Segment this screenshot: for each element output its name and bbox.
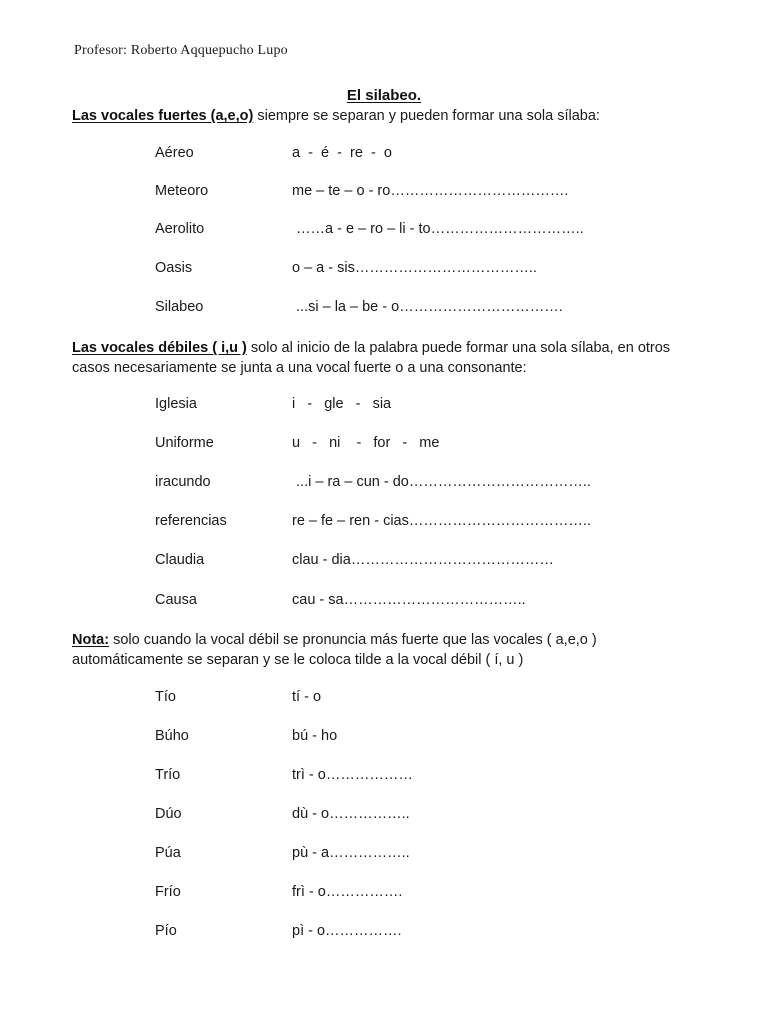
strong-vowels-text: siempre se separan y pueden formar una sola sílaba: <box>253 108 600 124</box>
list-item <box>0 260 768 280</box>
list-item <box>0 299 768 319</box>
word: Causa <box>155 592 197 608</box>
strong-vowels-paragraph <box>72 106 702 126</box>
word: Aerolito <box>155 221 205 237</box>
strong-vowels-heading: Las vocales fuertes (a,e,o) <box>72 108 254 124</box>
word: Iglesia <box>155 396 197 412</box>
list-item <box>0 145 768 165</box>
note-text: solo cuando la vocal débil se pronuncia más fuerte que las vocales ( a,e,o ) automáticamente se separan y se le coloca tilde a la vocal débil ( í, u ) <box>72 632 597 668</box>
syllables: u - ni - for - me <box>292 435 440 451</box>
page-title: El silabeo. <box>346 87 422 104</box>
syllables: ……a - e – ro – li - to………………………….. <box>292 221 584 237</box>
list-item <box>0 474 768 494</box>
weak-vowels-text: solo al inicio de la palabra puede formar una sola sílaba, en otros casos necesariamente se junta a una vocal fuerte o a una consonante: <box>72 340 671 376</box>
list-item <box>0 221 768 241</box>
list-item <box>0 552 768 572</box>
weak-vowels-heading: Las vocales débiles ( i,u ) <box>72 340 247 356</box>
word: Trío <box>155 767 181 783</box>
list-item <box>0 884 768 904</box>
word: Claudia <box>155 552 205 568</box>
word: Púa <box>155 845 181 861</box>
list-item <box>0 767 768 787</box>
syllables: frì - o……………. <box>292 884 403 900</box>
syllables: ...i – ra – cun - do……………………………….. <box>292 474 591 490</box>
syllables: dù - o…………….. <box>292 806 410 822</box>
syllables: clau - dia…………………………………… <box>292 552 554 568</box>
syllables: me – te – o - ro………………………………. <box>292 183 569 199</box>
note-paragraph <box>72 630 702 670</box>
syllables: pù - a…………….. <box>292 845 410 861</box>
syllables: o – a - sis……………………………….. <box>292 260 537 276</box>
word: Dúo <box>155 806 182 822</box>
list-item <box>0 435 768 455</box>
list-item <box>0 806 768 826</box>
word: Pío <box>155 923 177 939</box>
weak-vowels-paragraph <box>72 338 702 378</box>
syllables: ...si – la – be - o……………………………. <box>292 299 563 315</box>
list-item <box>0 183 768 203</box>
word: Meteoro <box>155 183 209 199</box>
word: Búho <box>155 728 189 744</box>
list-item <box>0 728 768 748</box>
list-item <box>0 592 768 612</box>
syllables: trì - o……………… <box>292 767 413 783</box>
syllables: i - gle - sia <box>292 396 392 412</box>
teacher-header: Profesor: Roberto Aqquepucho Lupo <box>74 43 288 58</box>
syllables: bú - ho <box>292 728 338 744</box>
word: Oasis <box>155 260 193 276</box>
syllables: cau - sa……………………………….. <box>292 592 526 608</box>
list-item <box>0 513 768 533</box>
syllables: a - é - re - o <box>292 145 392 161</box>
word: referencias <box>155 513 227 529</box>
word: Tío <box>155 689 176 705</box>
list-item <box>0 689 768 709</box>
list-item <box>0 845 768 865</box>
word: Uniforme <box>155 435 214 451</box>
syllables: tí - o <box>292 689 322 705</box>
word: Frío <box>155 884 181 900</box>
list-item <box>0 923 768 943</box>
syllables: re – fe – ren - cias……………………………….. <box>292 513 591 529</box>
word: iracundo <box>155 474 211 490</box>
word: Silabeo <box>155 299 204 315</box>
syllables: pì - o……………. <box>292 923 402 939</box>
word: Aéreo <box>155 145 194 161</box>
list-item <box>0 396 768 416</box>
note-heading: Nota: <box>72 632 110 648</box>
